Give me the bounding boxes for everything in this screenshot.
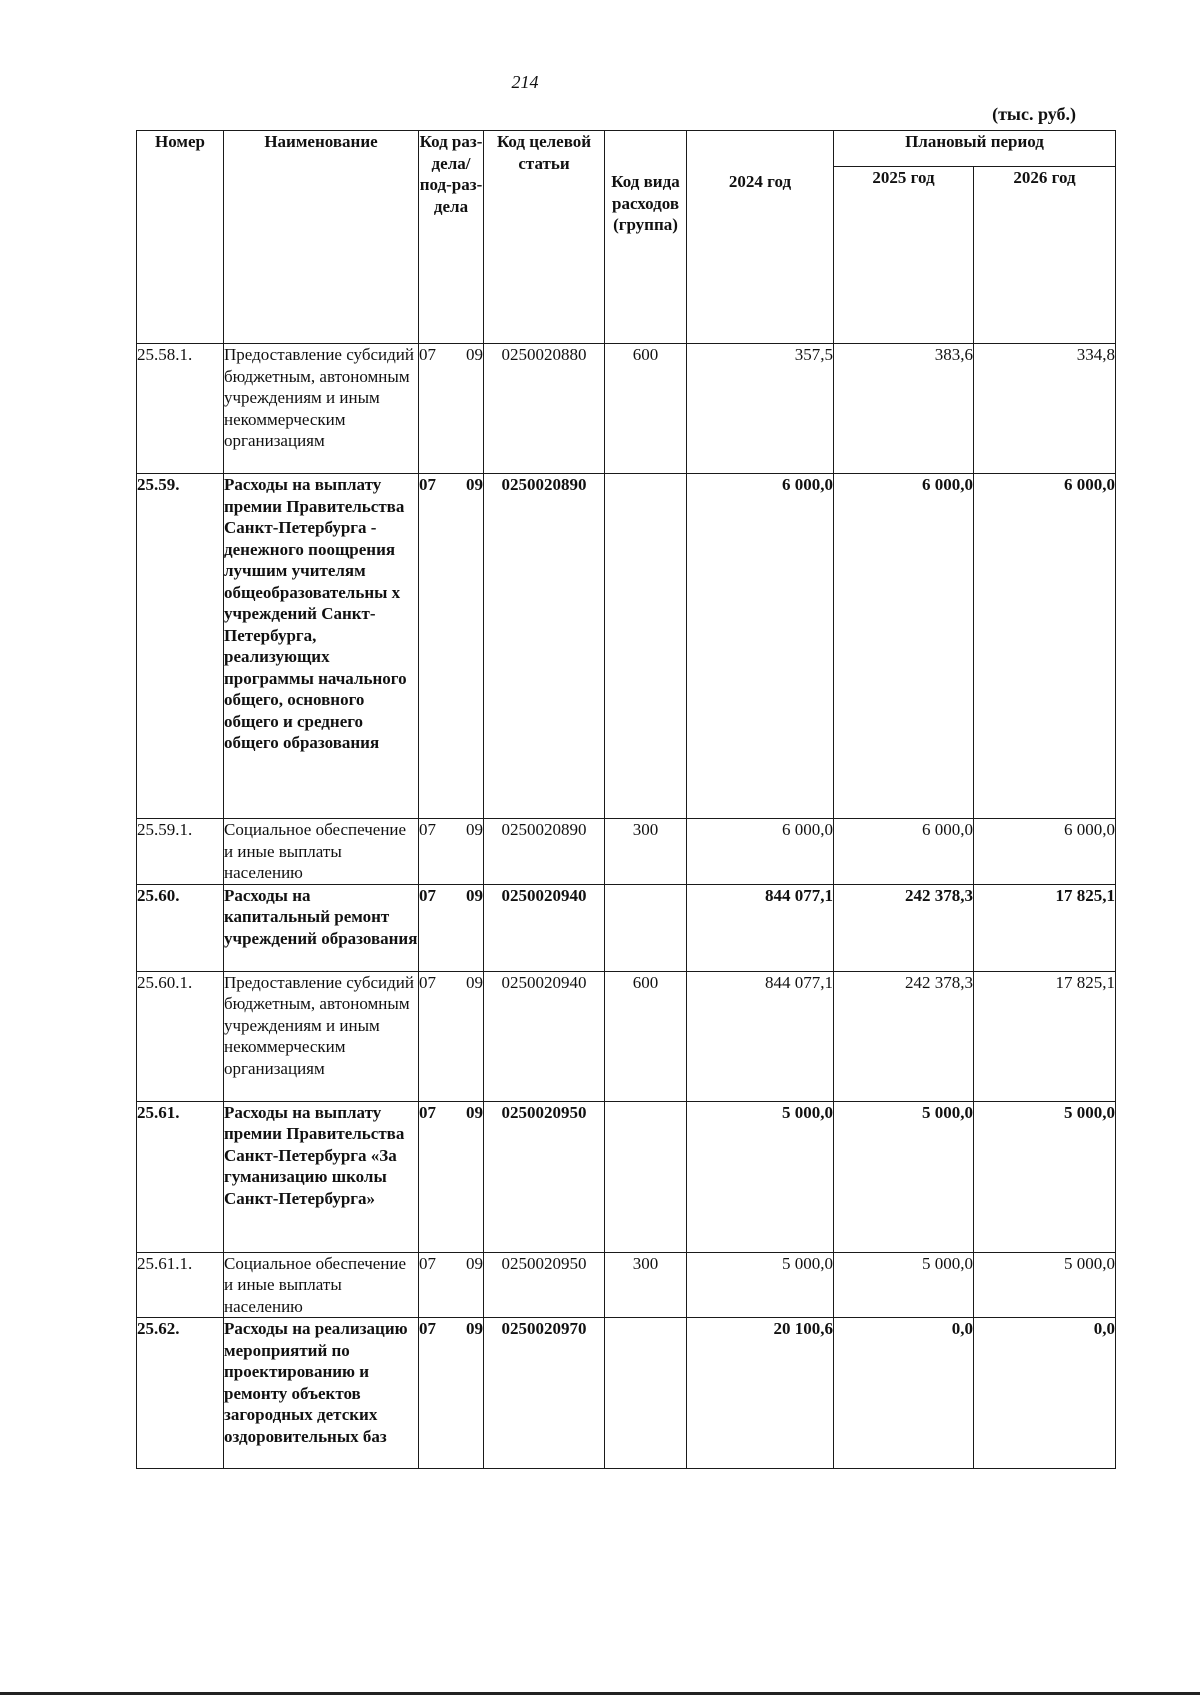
row-expense-group [605,884,687,971]
row-section-code [419,1252,484,1318]
row-value-2024: 357,5 [687,344,834,474]
row-section-code [419,1101,484,1252]
row-name: Предоставление субсидий бюджетным, автономным учреждениям и иным некоммерческим организациям [224,344,419,474]
row-number: 25.61. [137,1101,224,1252]
row-value-2024: 844 077,1 [687,884,834,971]
row-value-2026: 334,8 [974,344,1116,474]
row-value-2025: 242 378,3 [834,971,974,1101]
table-row [137,884,1116,971]
row-subsection: 09 [466,820,483,839]
page-number: 214 [511,72,539,92]
row-value-2026: 5 000,0 [974,1252,1116,1318]
row-name: Предоставление субсидий бюджетным, автономным учреждениям и иным некоммерческим организациям [224,971,419,1101]
row-value-2024: 6 000,0 [687,474,834,819]
header-expense-type: Код вида расходов (группа) [605,131,687,344]
table-row [137,474,1116,819]
row-subsection: 09 [466,475,483,494]
row-expense-group [605,1318,687,1469]
row-value-2026: 6 000,0 [974,474,1116,819]
row-value-2024: 5 000,0 [687,1252,834,1318]
row-subsection: 09 [466,972,483,992]
row-section-code [419,971,484,1101]
row-name: Социальное обеспечение и иные выплаты населению [224,1252,419,1318]
row-value-2026: 5 000,0 [974,1101,1116,1252]
row-value-2025: 5 000,0 [834,1252,974,1318]
row-number: 25.58.1. [137,344,224,474]
row-value-2026: 17 825,1 [974,884,1116,971]
row-target-code: 0250020940 [484,884,605,971]
row-section-code [419,344,484,474]
row-subsection: 09 [466,1319,483,1338]
row-section-code [419,819,484,885]
table-row [137,1252,1116,1318]
row-target-code: 0250020890 [484,474,605,819]
row-section-code [419,474,484,819]
row-expense-group: 300 [605,1252,687,1318]
row-expense-group: 600 [605,971,687,1101]
header-year-2026: 2026 год [974,167,1116,344]
row-target-code: 0250020950 [484,1252,605,1318]
row-expense-group [605,1101,687,1252]
row-subsection: 09 [466,1102,483,1122]
row-number: 25.59.1. [137,819,224,885]
row-expense-group: 600 [605,344,687,474]
row-value-2024: 5 000,0 [687,1101,834,1252]
row-name: Расходы на выплату премии Правительства Санкт-Петербурга «За гуманизацию школы Санкт-Петербурга» [224,1101,419,1252]
row-name: Расходы на выплату премии Правительства Санкт-Петербурга - денежного поощрения лучшим учителям общеобразовательны х учреждений Санкт-Петербурга, реализующих программы начального общего, основного общего и среднего общего образования [224,474,419,819]
row-section: 07 [419,972,436,992]
row-number: 25.60. [137,884,224,971]
budget-table [136,130,1116,1469]
row-number: 25.61.1. [137,1252,224,1318]
table-row [137,344,1116,474]
table-row [137,819,1116,885]
row-section: 07 [419,1253,436,1273]
header-year-2024: 2024 год [687,131,834,344]
header-planned-period: Плановый период [834,131,1116,167]
row-value-2024: 20 100,6 [687,1318,834,1469]
row-target-code: 0250020890 [484,819,605,885]
row-value-2026: 6 000,0 [974,819,1116,885]
row-value-2024: 844 077,1 [687,971,834,1101]
header-year-2025: 2025 год [834,167,974,344]
row-section: 07 [419,345,436,364]
row-number: 25.62. [137,1318,224,1469]
row-section: 07 [419,820,436,839]
row-subsection: 09 [466,345,483,364]
row-value-2025: 383,6 [834,344,974,474]
row-target-code: 0250020940 [484,971,605,1101]
row-name: Социальное обеспечение и иные выплаты населению [224,819,419,885]
row-subsection: 09 [466,1253,483,1273]
row-value-2025: 5 000,0 [834,1101,974,1252]
row-value-2024: 6 000,0 [687,819,834,885]
row-target-code: 0250020970 [484,1318,605,1469]
row-value-2025: 6 000,0 [834,819,974,885]
row-value-2025: 242 378,3 [834,884,974,971]
row-value-2025: 6 000,0 [834,474,974,819]
row-target-code: 0250020880 [484,344,605,474]
row-target-code: 0250020950 [484,1101,605,1252]
row-name: Расходы на капитальный ремонт учреждений образования [224,884,419,971]
header-number: Номер [137,131,224,344]
row-value-2026: 17 825,1 [974,971,1116,1101]
row-number: 25.59. [137,474,224,819]
table-row [137,1101,1116,1252]
row-section: 07 [419,475,436,494]
row-value-2025: 0,0 [834,1318,974,1469]
row-value-2026: 0,0 [974,1318,1116,1469]
row-section-code [419,1318,484,1469]
row-expense-group: 300 [605,819,687,885]
row-section: 07 [419,1319,436,1338]
table-row [137,971,1116,1101]
row-section: 07 [419,885,436,905]
table-row [137,1318,1116,1469]
units-label: (тыс. руб.) [992,104,1076,124]
header-target-code: Код целевой статьи [484,131,605,344]
row-section-code [419,884,484,971]
row-name: Расходы на реализацию мероприятий по проектированию и ремонту объектов загородных детских оздоровительных баз [224,1318,419,1469]
header-name: Наименование [224,131,419,344]
row-number: 25.60.1. [137,971,224,1101]
row-section: 07 [419,1102,436,1122]
row-subsection: 09 [466,885,483,905]
row-expense-group [605,474,687,819]
header-section-code: Код раз-дела/ под-раз-дела [419,131,484,344]
